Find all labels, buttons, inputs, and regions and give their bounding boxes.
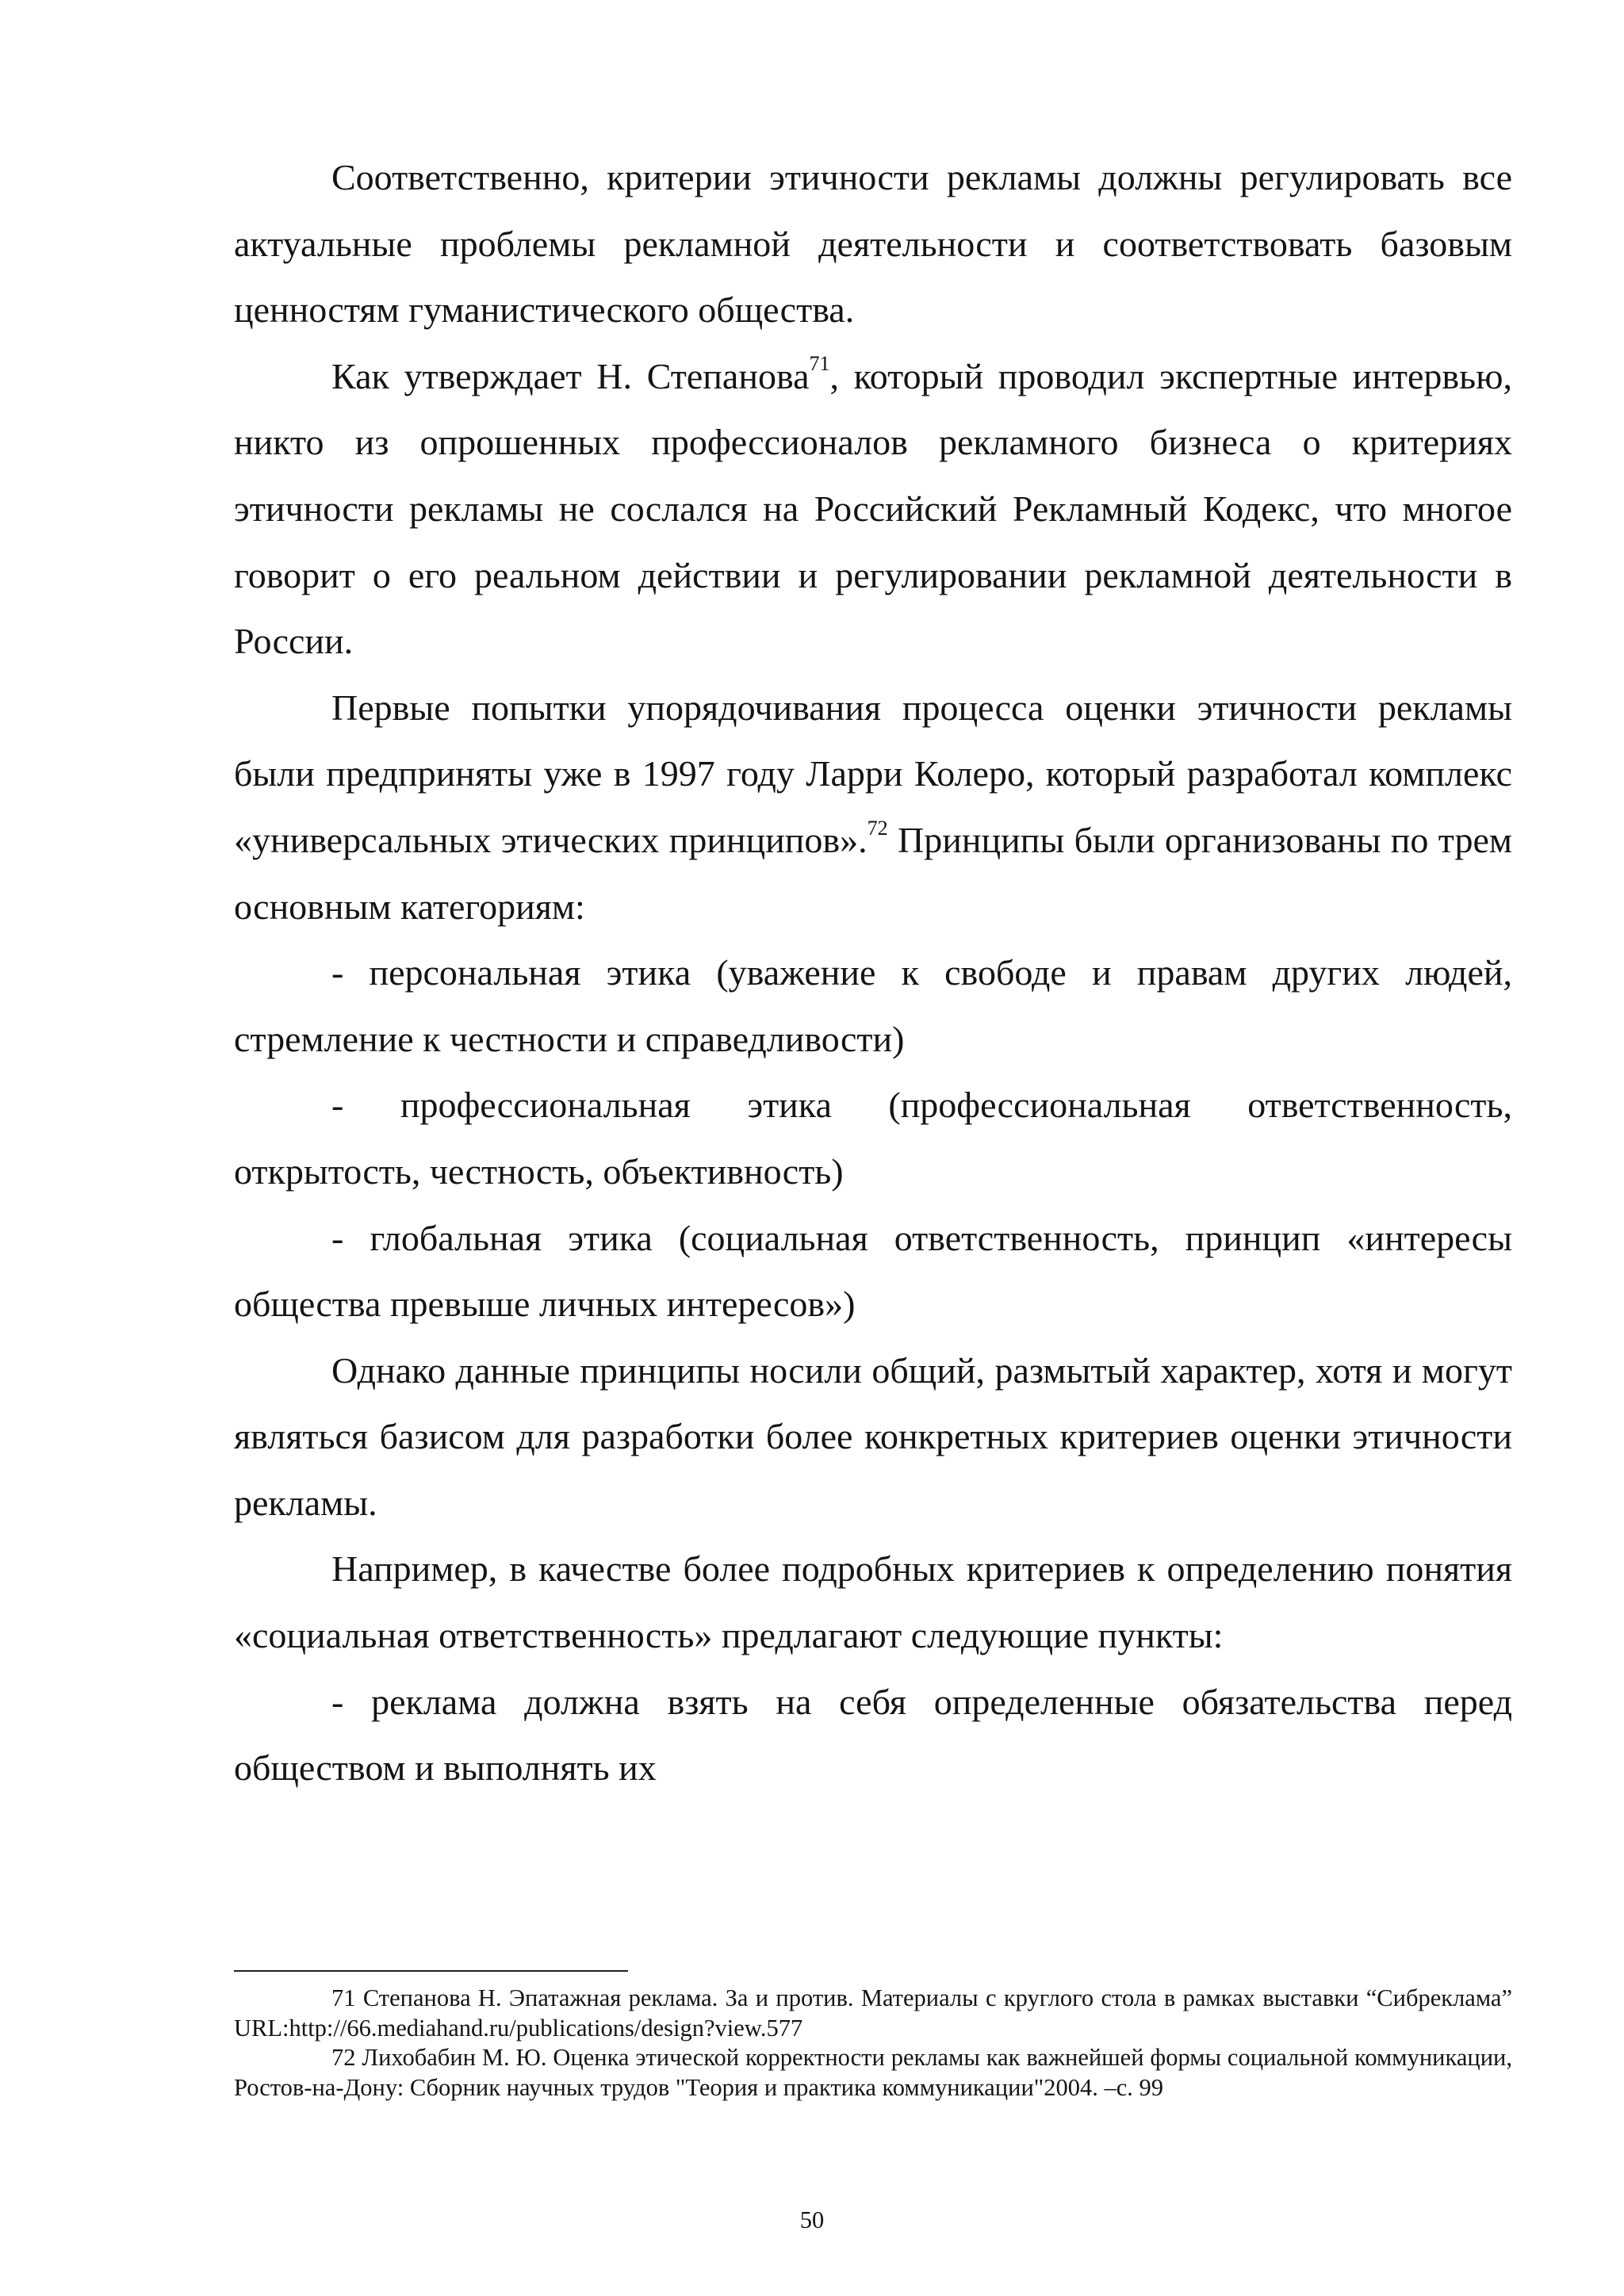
- list-item-personal-ethics: - персональная этика (уважение к свободе и правам других людей, стремление к честности и справедливости): [234, 952, 1512, 1059]
- footnote-ref-71: 71: [809, 352, 830, 376]
- list-item-professional-ethics: - профессиональная этика (профессиональная ответственность, открытость, честность, объективность): [234, 1085, 1512, 1192]
- footnote-ref-72: 72: [867, 816, 888, 840]
- paragraph-text-part: Первые попытки упорядочивания процесса оценки этичности рекламы были предприняты уже в 1997 году Ларри Колеро, который разработал комплекс «универсальных этических принципов».: [234, 687, 1512, 860]
- list-item-obligations: - реклама должна взять на себя определенные обязательства перед обществом и выполнять их: [234, 1681, 1512, 1789]
- paragraph-text-part: Как утверждает Н. Степанова: [331, 355, 810, 396]
- body-text: [234, 144, 1512, 1801]
- footnote-72: 72 Лихобабин М. Ю. Оценка этической корректности рекламы как важнейшей формы социальной коммуникации, Ростов-на-Дону: Сборник научных трудов "Теория и практика коммуникации"2004. –с. 99: [234, 2044, 1512, 2101]
- footnotes: [234, 1984, 1512, 2103]
- footnote-divider: [234, 1970, 628, 1972]
- paragraph-text-part: Принципы были организованы по трем основным категориям:: [234, 819, 1512, 927]
- list-item-global-ethics: - глобальная этика (социальная ответственность, принцип «интересы общества превыше личных интересов»): [234, 1217, 1512, 1325]
- paragraph-text-part: , который проводил экспертные интервью, никто из опрошенных профессионалов рекламного бизнеса о критериях этичности рекламы не сослался на Российский Рекламный Кодекс, что многое говорит о его реальном действии и регулировании рекламной деятельности в России.: [234, 355, 1512, 662]
- footnote-71: 71 Степанова Н. Эпатажная реклама. За и против. Материалы с круглого стола в рамках выставки “Сибреклама” URL:http://66.mediahand.ru/publications/design?view.577: [234, 1984, 1512, 2042]
- paragraph-ethics-criteria: Соответственно, критерии этичности рекламы должны регулировать все актуальные проблемы рекламной деятельности и соответствовать базовым ценностям гуманистического общества.: [234, 157, 1512, 331]
- paragraph-colero: [234, 675, 1512, 939]
- page-number: 50: [799, 2206, 825, 2233]
- paragraph-social-responsibility: Например, в качестве более подробных критериев к определению понятия «социальная ответственность» предлагают следующие пункты:: [234, 1548, 1512, 1656]
- paragraph-principles-general: Однако данные принципы носили общий, размытый характер, хотя и могут являться базисом для разработки более конкретных критериев оценки этичности рекламы.: [234, 1349, 1512, 1523]
- paragraph-stepanova: [234, 343, 1512, 675]
